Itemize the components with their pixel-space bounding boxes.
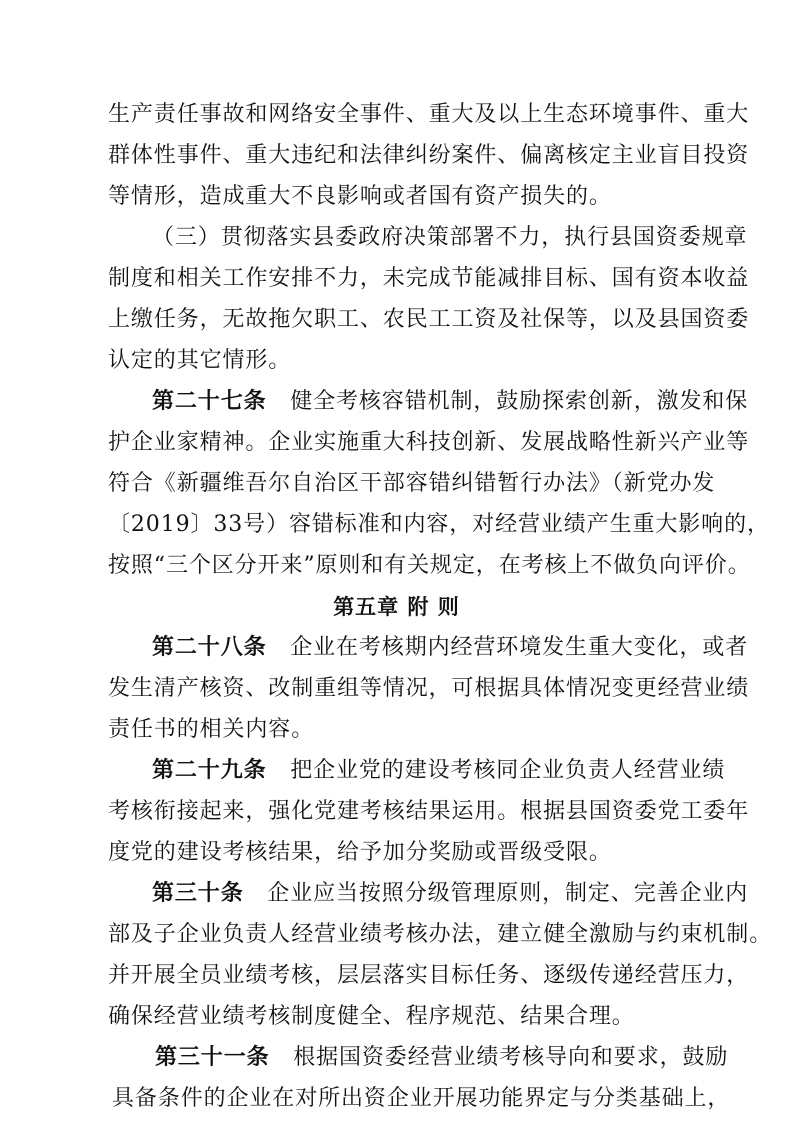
article-28 xyxy=(152,633,748,663)
article-27-title: 第二十七条 xyxy=(152,389,267,414)
article-31-title: 第三十一条 xyxy=(155,1045,270,1070)
paragraph-line: 等情形，造成重大不良影响或者国有资产损失的。 xyxy=(108,184,612,209)
paragraph-line: 具备条件的企业在对所出资企业开展功能界定与分类基础上， xyxy=(112,1086,731,1111)
article-30-title: 第三十条 xyxy=(152,881,244,906)
paragraph-line: 确保经营业绩考核制度健全、程序规范、结果合理。 xyxy=(108,1004,635,1029)
article-27-text: 健全考核容错机制，鼓励探索创新，激发和保 xyxy=(290,389,749,414)
paragraph-line: 〔2019〕33号）容错标准和内容，对经营业绩产生重大影响的， xyxy=(108,512,770,537)
paragraph-line: 按照“三个区分开来”原则和有关规定，在考核上不做负向评价。 xyxy=(108,553,751,578)
paragraph-line: 部及子企业负责人经营业绩考核办法，建立健全激励与约束机制。 xyxy=(108,922,773,947)
article-30-text: 企业应当按照分级管理原则，制定、完善企业内 xyxy=(267,881,749,906)
article-31 xyxy=(155,1043,728,1073)
paragraph-line: 考核衔接起来，强化党建考核结果运用。根据县国资委党工委年 xyxy=(108,799,750,824)
article-30 xyxy=(152,879,748,909)
paragraph-line: 责任书的相关内容。 xyxy=(108,717,315,742)
article-27 xyxy=(152,387,748,417)
paragraph-line: 认定的其它情形。 xyxy=(108,348,292,373)
chapter-heading: 第五章 附 则 xyxy=(333,595,460,619)
paragraph-line: 并开展全员业绩考核，层层落实目标任务、逐级传递经营压力， xyxy=(108,963,750,988)
paragraph-line: 发生清产核资、改制重组等情况，可根据具体情况变更经营业绩 xyxy=(108,676,750,701)
paragraph-line: 群体性事件、重大违纪和法律纠纷案件、偏离核定主业盲目投资 xyxy=(108,143,750,168)
paragraph-line: 度党的建设考核结果，给予加分奖励或晋级受限。 xyxy=(108,840,612,865)
article-28-text: 企业在考核期内经营环境发生重大变化，或者 xyxy=(290,635,749,660)
paragraph-line: 护企业家精神。企业实施重大科技创新、发展战略性新兴产业等 xyxy=(108,430,750,455)
article-29-text: 把企业党的建设考核同企业负责人经营业绩 xyxy=(290,758,726,783)
article-28-title: 第二十八条 xyxy=(152,635,267,660)
article-31-text: 根据国资委经营业绩考核导向和要求，鼓励 xyxy=(293,1045,729,1070)
paragraph-line: 上缴任务，无故拖欠职工、农民工工资及社保等，以及县国资委 xyxy=(108,307,750,332)
article-29-title: 第二十九条 xyxy=(152,758,267,783)
paragraph-line: 生产责任事故和网络安全事件、重大及以上生态环境事件、重大 xyxy=(108,102,750,127)
article-29 xyxy=(152,756,725,786)
paragraph-line: （三）贯彻落实县委政府决策部署不力，执行县国资委规章 xyxy=(152,225,748,250)
paragraph-line: 符合《新疆维吾尔自治区干部容错纠错暂行办法》（新党办发 xyxy=(108,471,716,496)
paragraph-line: 制度和相关工作安排不力，未完成节能减排目标、国有资本收益 xyxy=(108,266,750,291)
